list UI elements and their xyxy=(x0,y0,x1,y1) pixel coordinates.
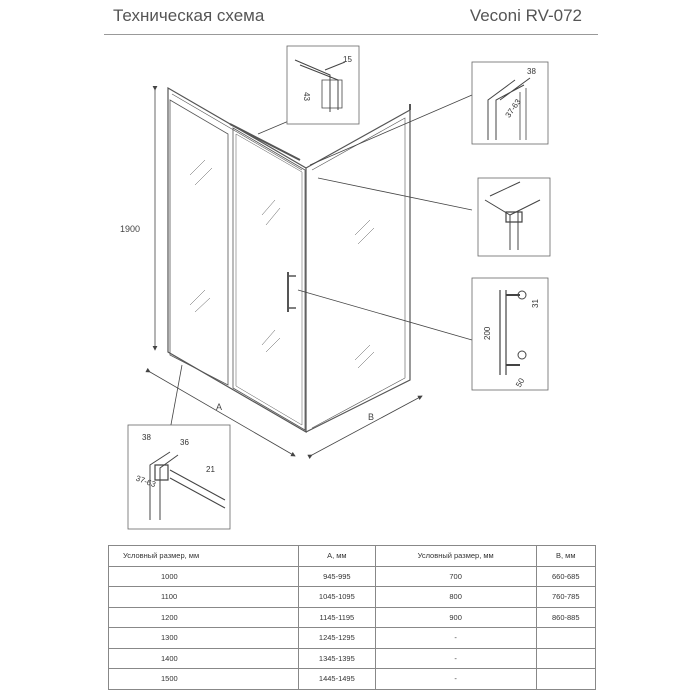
width-dimension-label: A xyxy=(216,402,223,412)
detail-side-profile xyxy=(472,62,548,144)
page-title: Техническая схема xyxy=(113,6,265,25)
cell: 1400 xyxy=(109,648,299,669)
cell: 700 xyxy=(375,566,536,587)
table-row xyxy=(109,566,596,587)
cell: 900 xyxy=(375,607,536,628)
header-nominal-size-b: Условный размер, мм xyxy=(375,546,536,567)
base-width-2: 36 xyxy=(180,438,189,447)
cell: 1000 xyxy=(109,566,299,587)
model-name: Veconi RV-072 xyxy=(469,6,582,25)
cell: 1145-1195 xyxy=(298,607,375,628)
cell: - xyxy=(375,648,536,669)
table-row xyxy=(109,628,596,649)
detail-handle xyxy=(472,278,548,390)
cell: 1100 xyxy=(109,587,299,608)
table-header-row xyxy=(109,546,596,567)
cell: 1445-1495 xyxy=(298,669,375,690)
side-profile-range: 37-63 xyxy=(503,97,523,120)
handle-offset: 31 xyxy=(531,299,540,308)
header-b-mm: B, мм xyxy=(536,546,596,567)
cell: 760-785 xyxy=(536,587,596,608)
detail-top-profile xyxy=(287,46,359,124)
enclosure-outline xyxy=(168,88,410,432)
cell: 860-885 xyxy=(536,607,596,628)
height-dimension: 1900 xyxy=(120,224,141,234)
detail-base-profile xyxy=(128,425,230,529)
cell: 1345-1395 xyxy=(298,648,375,669)
cell: 945-995 xyxy=(298,566,375,587)
cell: 800 xyxy=(375,587,536,608)
dimension-lines xyxy=(150,90,472,456)
depth-dimension-label: B xyxy=(368,412,375,422)
cell: 1045-1095 xyxy=(298,587,375,608)
top-profile-width: 15 xyxy=(343,55,352,64)
top-profile-height: 43 xyxy=(302,92,311,101)
base-range: 37-63 xyxy=(134,473,157,490)
cell xyxy=(536,669,596,690)
cell xyxy=(536,648,596,669)
cell xyxy=(536,628,596,649)
header-a-mm: A, мм xyxy=(298,546,375,567)
cell: 660-685 xyxy=(536,566,596,587)
table-row xyxy=(109,648,596,669)
cell: 1245-1295 xyxy=(298,628,375,649)
cell: 1200 xyxy=(109,607,299,628)
header-nominal-size-a: Условный размер, мм xyxy=(109,546,299,567)
base-height: 21 xyxy=(206,465,215,474)
handle-length: 200 xyxy=(483,326,492,340)
cell: - xyxy=(375,669,536,690)
table-row xyxy=(109,587,596,608)
cell: 1500 xyxy=(109,669,299,690)
size-table xyxy=(108,545,596,690)
cell: 1300 xyxy=(109,628,299,649)
side-profile-width: 38 xyxy=(527,67,536,76)
handle-depth: 50 xyxy=(514,376,527,389)
table-row xyxy=(109,607,596,628)
detail-wall-joint xyxy=(478,178,550,256)
base-width-1: 38 xyxy=(142,433,151,442)
table-row xyxy=(109,669,596,690)
cell: - xyxy=(375,628,536,649)
